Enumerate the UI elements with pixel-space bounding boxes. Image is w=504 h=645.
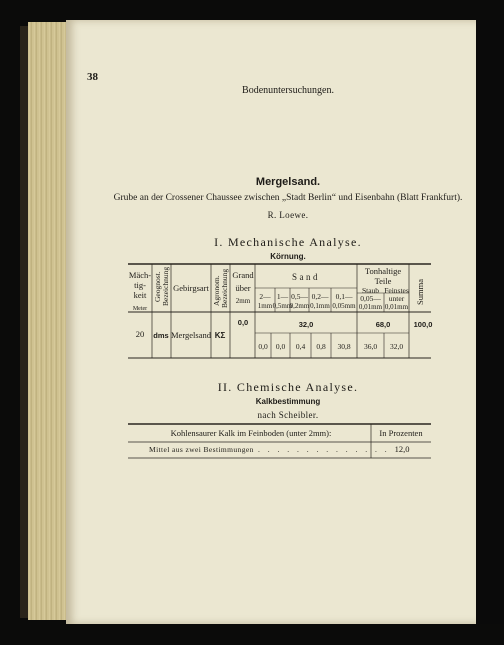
ton-col-header-bottom-0: 0,01mm bbox=[358, 303, 383, 311]
header-grand-1: Grand bbox=[232, 270, 254, 280]
section-mechanical-heading-text: I. Mechanische Analyse. bbox=[214, 235, 362, 249]
author-text: R. Loewe. bbox=[267, 210, 309, 220]
sand-col-header-bottom-4: 0,05mm bbox=[332, 302, 356, 310]
header-grand-3: 2mm bbox=[235, 297, 251, 305]
sand-value-1: 0,0 bbox=[275, 342, 286, 351]
section-mechanical-subheading-text: Körnung. bbox=[270, 252, 306, 261]
sand-col-header-top-2: 0,5— bbox=[291, 292, 308, 301]
section-chemical-method-text: nach Scheibler. bbox=[257, 410, 319, 420]
header-gebirgsart: Gebirgsart bbox=[173, 283, 209, 293]
sand-col-header-bottom-2: 0,2mm bbox=[289, 302, 310, 310]
header-maechtigkeit-2: tig- bbox=[134, 280, 146, 290]
ton-value-1: 32,0 bbox=[389, 342, 404, 351]
sand-fraction-headers bbox=[258, 292, 356, 310]
cell-gebirgsart: Mergelsand bbox=[171, 330, 211, 340]
chem-row-label: Mittel aus zwei Bestimmungen bbox=[149, 445, 254, 454]
sand-col-header-top-3: 0,2— bbox=[311, 292, 329, 301]
header-maechtigkeit-3: keit bbox=[133, 290, 147, 300]
header-agronom-1: Agronom. bbox=[212, 275, 221, 306]
cell-grand: 0,0 bbox=[237, 318, 249, 327]
header-tonhaltige-1: Tonhaltige bbox=[364, 266, 402, 276]
ton-col-header-mid-1: unter bbox=[388, 294, 405, 303]
sand-fraction-values bbox=[258, 342, 351, 351]
header-meter: Meter bbox=[132, 306, 148, 312]
cell-summa: 100,0 bbox=[413, 320, 433, 329]
chem-col2-header: In Prozenten bbox=[379, 428, 423, 438]
ton-value-0: 36,0 bbox=[363, 342, 378, 351]
header-summa: Summa bbox=[415, 279, 425, 305]
header-tonhaltige-2: Teile bbox=[374, 276, 392, 286]
header-agronom-2: Bezeichnung bbox=[220, 268, 229, 308]
chem-row-leader: . . . . . . . . . . . . . . bbox=[258, 445, 390, 454]
section-chemical-method bbox=[0, 410, 504, 420]
section-chemical-heading bbox=[0, 380, 504, 395]
ton-col-header-top-0: Staub bbox=[361, 286, 380, 295]
ton-col-header-mid-0: 0,05— bbox=[360, 294, 381, 303]
cell-maechtigkeit: 20 bbox=[135, 329, 145, 339]
sand-value-2: 0,4 bbox=[295, 342, 306, 351]
cell-geognost: dms bbox=[153, 331, 169, 340]
location-subtitle-text: Grube an der Crossener Chaussee zwischen „Stadt Berlin“ und Eisenbahn (Blatt Frankfurt). bbox=[113, 193, 463, 203]
cell-sand-total: 32,0 bbox=[298, 320, 314, 329]
page-title-text: Mergelsand. bbox=[255, 176, 321, 188]
sand-value-3: 0,8 bbox=[316, 342, 326, 351]
header-sand: Sand bbox=[292, 272, 320, 282]
sand-col-header-bottom-3: 0,1mm bbox=[310, 302, 330, 310]
sand-col-header-top-1: 1— bbox=[276, 292, 289, 301]
sand-col-header-top-0: 2— bbox=[259, 292, 271, 301]
clay-fraction-values bbox=[364, 342, 403, 351]
header-grand-2: über bbox=[235, 283, 251, 293]
section-chemical-heading-text: II. Chemische Analyse. bbox=[217, 380, 359, 394]
sand-value-4: 30,8 bbox=[337, 342, 351, 351]
page-number: 38 bbox=[87, 71, 98, 83]
section-chemical-subheading-text: Kalkbestimmung bbox=[255, 397, 321, 406]
header-maechtigkeit-1: Mäch- bbox=[128, 270, 152, 280]
sand-col-header-bottom-0: 1mm bbox=[257, 302, 273, 310]
header-geognost-2: Bezeichnung bbox=[161, 266, 170, 306]
sand-value-0: 0,0 bbox=[258, 342, 268, 351]
ton-col-header-top-1: Feinstes bbox=[384, 286, 409, 295]
sand-col-header-top-4: 0,1— bbox=[335, 292, 353, 301]
section-chemical-subheading bbox=[0, 397, 504, 406]
cell-agronom: KΣ bbox=[214, 331, 226, 340]
chem-row-value: 12,0 bbox=[394, 444, 410, 454]
ton-col-header-bottom-1: 0,01mm bbox=[384, 303, 409, 311]
running-head-text: Bodenuntersuchungen. bbox=[242, 85, 334, 96]
cell-ton-total: 68,0 bbox=[375, 320, 391, 329]
header-geognost-1: Geognost. bbox=[153, 271, 162, 302]
chem-col1-header: Kohlensaurer Kalk im Feinboden (unter 2mm): bbox=[170, 428, 332, 438]
sand-col-header-bottom-1: 0,5mm bbox=[272, 302, 293, 310]
